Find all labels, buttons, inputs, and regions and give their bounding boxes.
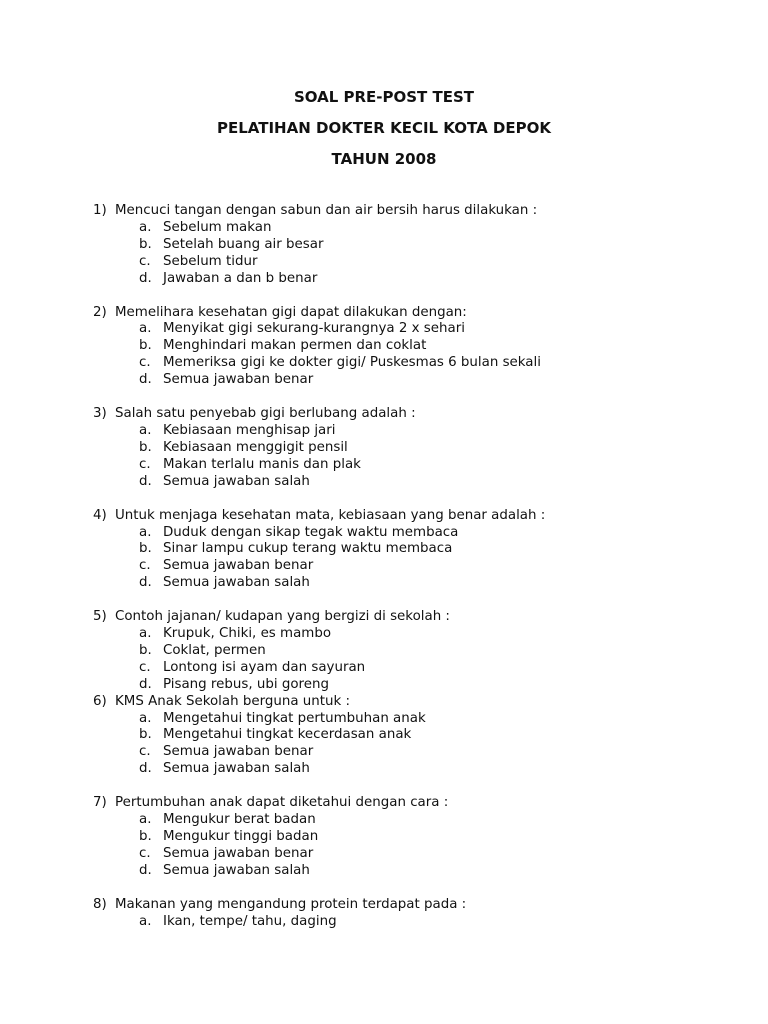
option-text: Semua jawaban benar <box>163 558 314 574</box>
answer-option <box>93 457 753 474</box>
question-3 <box>93 406 753 491</box>
option-text: Pisang rebus, ubi goreng <box>163 676 329 692</box>
option-letter: a. <box>139 219 152 235</box>
option-letter: b. <box>139 439 152 455</box>
answer-option <box>93 338 753 355</box>
option-text: Mengukur tinggi badan <box>163 829 319 844</box>
option-letter: a. <box>139 913 152 929</box>
option-text: Coklat, permen <box>163 642 266 658</box>
answer-option <box>93 355 753 372</box>
option-text: Krupuk, Chiki, es mambo <box>163 626 332 642</box>
option-text: Mengukur berat badan <box>163 812 316 828</box>
option-letter: c. <box>139 355 151 371</box>
answer-option <box>93 727 753 744</box>
option-letter: b. <box>139 338 152 354</box>
answer-option <box>93 254 753 271</box>
question-number: 3) <box>93 406 107 422</box>
answer-option <box>93 558 753 575</box>
answer-option <box>93 711 753 728</box>
question-5 <box>93 609 753 694</box>
option-letter: c. <box>139 845 151 861</box>
option-letter: b. <box>139 642 152 658</box>
answer-option <box>93 829 753 846</box>
option-text: Semua jawaban benar <box>163 372 314 388</box>
answer-option <box>93 474 753 491</box>
answer-option <box>93 423 753 440</box>
option-text: Setelah buang air besar <box>163 236 324 252</box>
option-text: Ikan, tempe/ tahu, daging <box>163 913 337 929</box>
question-4 <box>93 508 753 593</box>
option-text: Sebelum makan <box>163 219 272 235</box>
doc-title: SOAL PRE-POST TEST <box>293 88 475 106</box>
question-number: 5) <box>93 609 107 625</box>
question-2 <box>93 305 753 390</box>
question-7 <box>93 795 753 880</box>
option-text: Semua jawaban salah <box>163 575 310 591</box>
answer-option <box>93 321 753 338</box>
question-8 <box>93 897 753 931</box>
question-list <box>93 203 753 931</box>
question-text: Untuk menjaga kesehatan mata, kebiasaan yang benar adalah : <box>115 507 546 523</box>
option-letter: a. <box>139 321 152 337</box>
option-text: Lontong isi ayam dan sayuran <box>163 659 366 675</box>
option-text: Jawaban a dan b benar <box>163 270 318 286</box>
answer-option <box>93 660 753 677</box>
option-letter: d. <box>139 372 152 388</box>
answer-option <box>93 677 753 694</box>
option-text: Semua jawaban salah <box>163 761 310 777</box>
question-text: Makanan yang mengandung protein terdapat pada : <box>115 896 467 912</box>
option-text: Mengetahui tingkat kecerdasan anak <box>163 727 412 743</box>
option-text: Menghindari makan permen dan coklat <box>163 338 427 354</box>
answer-option <box>93 575 753 592</box>
question-text: Mencuci tangan dengan sabun dan air bersih harus dilakukan : <box>115 203 538 218</box>
answer-option <box>93 744 753 761</box>
doc-year: TAHUN 2008 <box>331 150 437 168</box>
option-letter: a. <box>139 422 152 438</box>
option-text: Sebelum tidur <box>163 253 258 269</box>
option-text: Semua jawaban benar <box>163 845 314 861</box>
option-letter: d. <box>139 575 152 591</box>
question-1 <box>93 203 753 288</box>
option-text: Kebiasaan menghisap jari <box>163 422 336 438</box>
option-letter: a. <box>139 524 152 540</box>
option-letter: d. <box>139 270 152 286</box>
answer-option <box>93 237 753 254</box>
question-text: Salah satu penyebab gigi berlubang adalah : <box>115 406 416 422</box>
answer-option <box>93 440 753 457</box>
option-letter: a. <box>139 626 152 642</box>
question-number: 7) <box>93 795 107 811</box>
option-letter: c. <box>139 744 151 760</box>
option-letter: b. <box>139 829 152 844</box>
answer-option <box>93 626 753 643</box>
option-text: Makan terlalu manis dan plak <box>163 456 361 472</box>
question-number: 2) <box>93 304 107 320</box>
question-text: KMS Anak Sekolah berguna untuk : <box>115 693 351 709</box>
answer-option <box>93 220 753 237</box>
option-letter: c. <box>139 659 151 675</box>
question-number: 1) <box>93 203 107 218</box>
option-text: Menyikat gigi sekurang-kurangnya 2 x sehari <box>163 321 465 337</box>
question-text: Memelihara kesehatan gigi dapat dilakukan dengan: <box>115 304 467 320</box>
doc-subtitle: PELATIHAN DOKTER KECIL KOTA DEPOK <box>217 119 551 137</box>
answer-option <box>93 863 753 880</box>
option-text: Mengetahui tingkat pertumbuhan anak <box>163 710 426 726</box>
answer-option <box>93 846 753 863</box>
question-6 <box>93 694 753 779</box>
option-letter: c. <box>139 456 151 472</box>
option-letter: a. <box>139 812 152 828</box>
option-text: Memeriksa gigi ke dokter gigi/ Puskesmas 6 bulan sekali <box>163 355 541 371</box>
option-letter: b. <box>139 236 152 252</box>
question-number: 6) <box>93 693 107 709</box>
option-text: Sinar lampu cukup terang waktu membaca <box>163 541 453 557</box>
option-letter: d. <box>139 676 152 692</box>
answer-option <box>93 761 753 778</box>
option-letter: b. <box>139 541 152 557</box>
option-text: Duduk dengan sikap tegak waktu membaca <box>163 524 459 540</box>
option-letter: a. <box>139 710 152 726</box>
option-text: Semua jawaban salah <box>163 473 310 489</box>
option-text: Kebiasaan menggigit pensil <box>163 439 348 455</box>
question-number: 4) <box>93 507 107 523</box>
answer-option <box>93 643 753 660</box>
option-letter: c. <box>139 253 151 269</box>
question-text: Contoh jajanan/ kudapan yang bergizi di sekolah : <box>115 609 450 625</box>
option-letter: d. <box>139 473 152 489</box>
option-text: Semua jawaban salah <box>163 862 310 878</box>
answer-option <box>93 525 753 542</box>
option-text: Semua jawaban benar <box>163 744 314 760</box>
answer-option <box>93 812 753 829</box>
answer-option <box>93 372 753 389</box>
option-letter: b. <box>139 727 152 743</box>
answer-option <box>93 914 753 931</box>
option-letter: d. <box>139 761 152 777</box>
option-letter: c. <box>139 558 151 574</box>
answer-option <box>93 541 753 558</box>
answer-option <box>93 271 753 288</box>
question-number: 8) <box>93 896 107 912</box>
question-text: Pertumbuhan anak dapat diketahui dengan cara : <box>115 795 449 811</box>
option-letter: d. <box>139 862 152 878</box>
